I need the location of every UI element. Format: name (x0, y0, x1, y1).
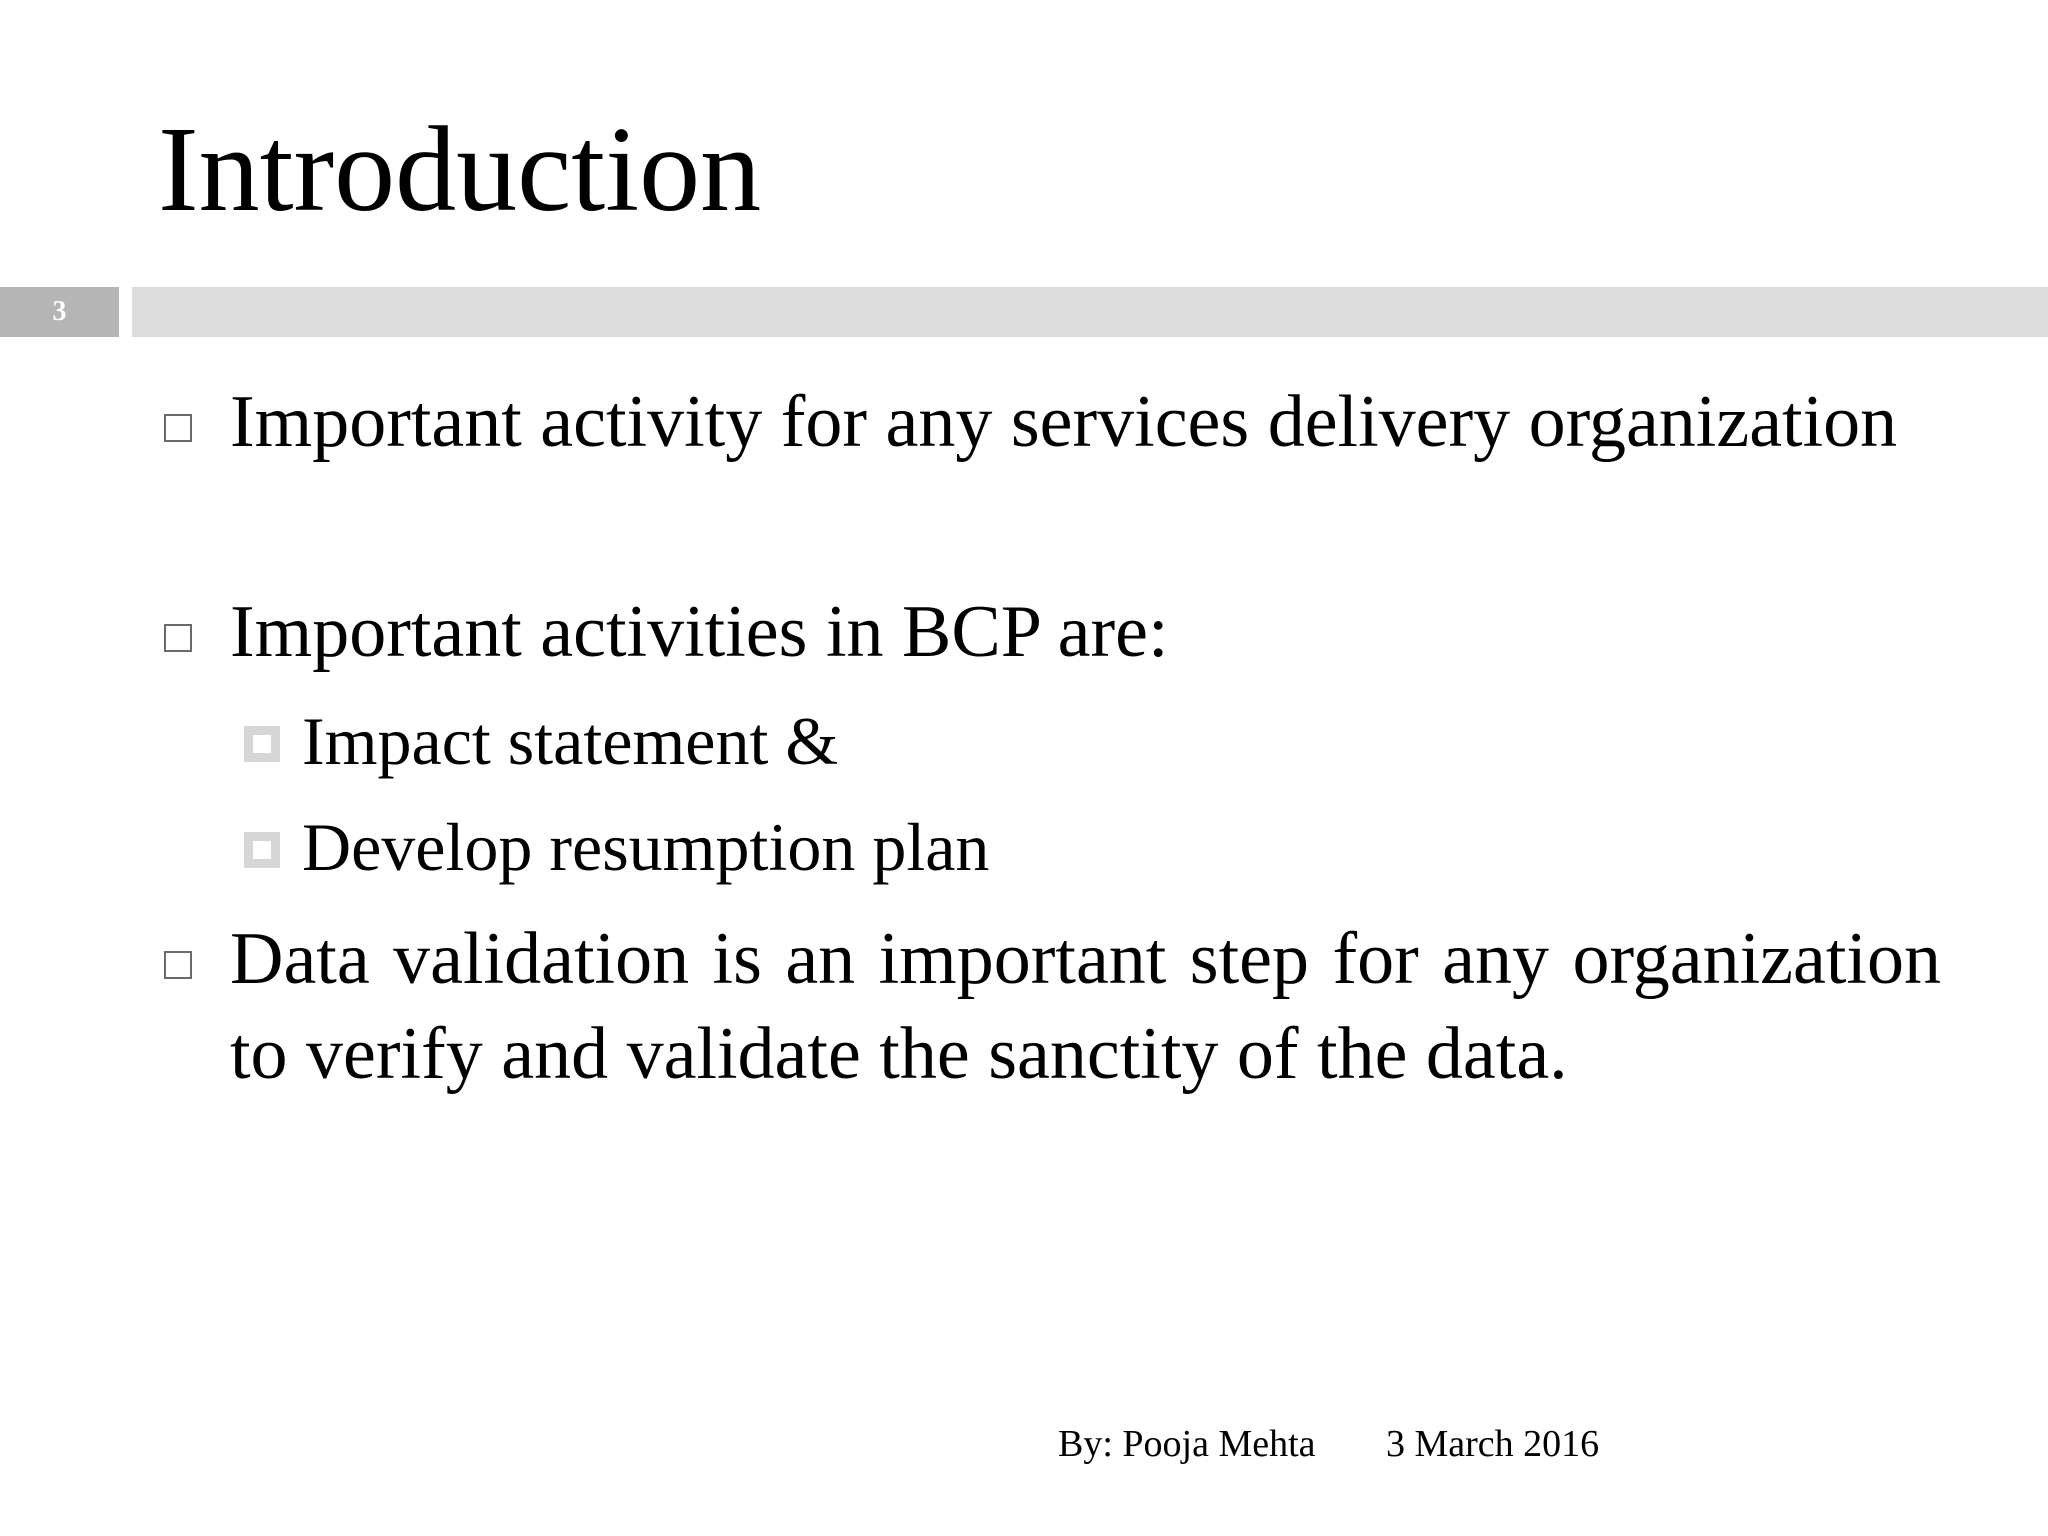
title-divider-bar (132, 287, 2048, 337)
footer-author: By: Pooja Mehta (1058, 1423, 1316, 1465)
sub-bullet-item: Impact statement & (302, 703, 839, 779)
slide-title: Introduction (158, 102, 762, 237)
square-bullet-icon (164, 414, 192, 442)
bullet-item: Important activities in BCP are: (230, 591, 1169, 673)
square-bullet-icon (164, 624, 192, 652)
sub-bullet-icon (244, 832, 280, 868)
slide-number: 3 (0, 287, 119, 337)
bullet-item: Important activity for any services delivery organization (230, 381, 1898, 463)
sub-bullet-icon (244, 726, 280, 762)
bullet-item: Data validation is an important step for any organization to verify and validate the sanctity of the data. (230, 918, 1941, 1095)
footer-date: 3 March 2016 (1386, 1423, 1600, 1465)
sub-bullet-item: Develop resumption plan (302, 809, 990, 885)
square-bullet-icon (164, 951, 192, 979)
